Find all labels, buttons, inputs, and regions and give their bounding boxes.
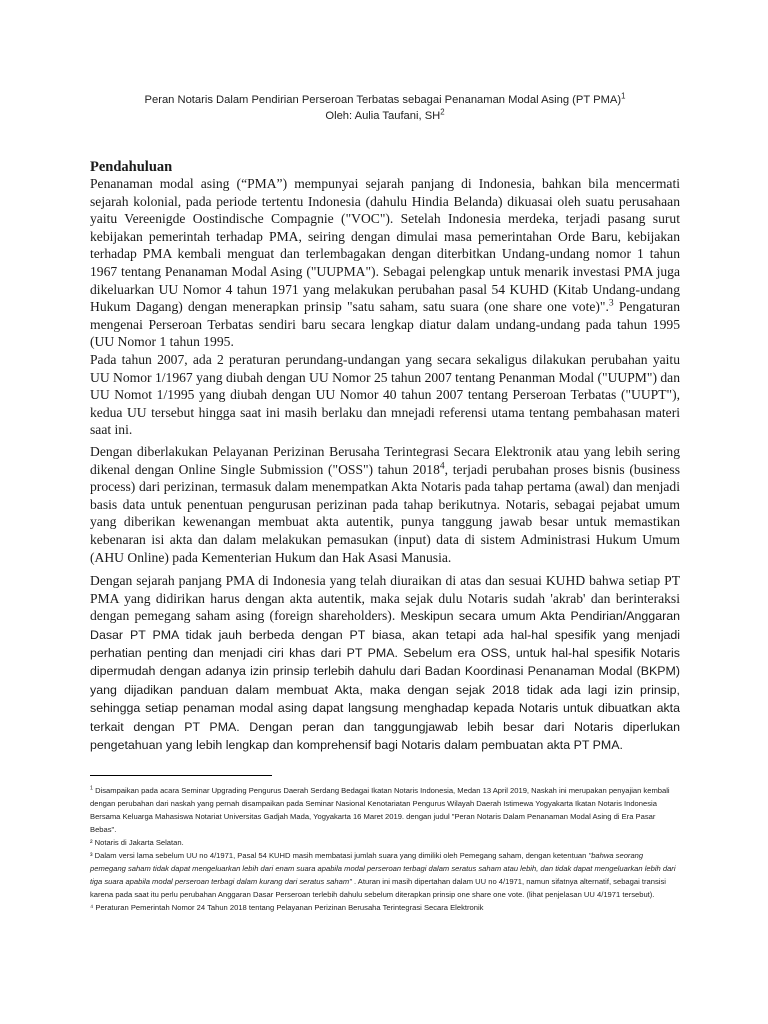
paragraph-2: Pada tahun 2007, ada 2 peraturan perundang-undangan yang secara sekaligus dilakukan perubahan yaitu UU Nomor 1/1967 yang diubah dengan UU Nomor 25 tahun 2007 tentang Penanman Modal ("UUPM") dan UU Nomot 1/1995 yang diubah dengan UU Nomor 40 tahun 2007 tentang Perseroan Terbatas ("UUPT"), kedua UU tersebut hingga saat ini masih berlaku dan mnejadi referensi utama tentang pembahasan materi saat ini. (90, 352, 680, 438)
footnote-ref-3[interactable]: 3 (608, 298, 614, 309)
footnote-ref-2[interactable]: 2 (440, 107, 445, 117)
paragraph-4-text-b: Meskipun secara umum Akta Pendirian/Anggaran Dasar PT PMA tidak jauh berbeda dengan PT biasa, akan tetapi ada hal-hal spesifik yang menjadi perhatian penting dan menjadi ciri khas dari PT PMA. Sebelum era OSS, untuk hal-hal spesifik Notaris dipermudah dengan adanya izin prinsip terlebih dahulu dari Badan Koordinasi Penanaman Modal (BKPM) yang dijadikan panduan dalam membuat Akta, maka dengan sejak 2018 tidak ada lagi izin prinsip, sehingga setiap penaman modal asing dapat langsung menghadap kepada Notaris untuk dibuatkan akta terkait dengan PT PMA. Dengan peran dan tanggungjawab lebih besar dari Notaris diperlukan pengetahuan yang lebih lengkap dan komprehensif bagi Notaris dalam pembuatan akta PT PMA. (90, 609, 680, 753)
section-heading: Pendahuluan (90, 159, 173, 175)
author-line (90, 108, 680, 124)
footnote-3-text-a: ³ Dalam versi lama sebelum UU no 4/1971, Pasal 54 KUHD masih membatasi jumlah suara yang dimiliki oleh Pemegang saham, dengan ketentuan (90, 851, 589, 860)
footnote-3-text-b: . Aturan ini masih dipertahan dalam UU no 4/1971, namun sifatnya alternatif, sebagai transisi karena pada saat itu perlu perubahan Anggaran Dasar Perseroan terlebih dahulu sebelum diterapkan prinsip one share one vote. (lihat penjelasan UU 4/1971 tersebut). (90, 877, 666, 899)
footnote-3-quote: "bahwa seorang pemegang saham tidak dapat mengeluarkan lebih dari enam suara apabila modal perseroan terbagi dalam seratus saham atau lebih, dan tidak dapat mengeluarkan lebih dari tiga suara apabila modal perseroan terbagi dalam kurang dari seratus saham" (90, 851, 676, 886)
paragraph-1 (90, 175, 680, 351)
title-text: Peran Notaris Dalam Pendirian Perseroan Terbatas sebagai Penanaman Modal Asing (PT PMA) (144, 94, 622, 106)
paragraph-3-text-a: Dengan diberlakukan Pelayanan Perizinan Berusaha Terintegrasi Secara Elektronik atau yang lebih sering dikenal dengan Online Single Submission ("OSS") tahun 2018 (90, 444, 680, 477)
author-text: Oleh: Aulia Taufani, SH (325, 110, 441, 122)
document-title (90, 92, 680, 124)
footnote-ref-1[interactable]: 1 (621, 91, 626, 101)
footnote-1-number: 1 (90, 785, 93, 792)
paragraph-4 (90, 572, 680, 754)
paragraph-1-text-b: Pengaturan mengenai Perseroan Terbatas sendiri baru secara lengkap diatur dalam undang-undang pada tahun 1995 (UU Nomor 1 tahun 1995. (90, 299, 680, 350)
footnote-ref-4[interactable]: 4 (439, 461, 445, 472)
footnote-2: ² Notaris di Jakarta Selatan. (90, 838, 184, 847)
paragraph-3 (90, 443, 680, 566)
footnote-divider (90, 775, 272, 776)
footnote-1 (90, 784, 680, 836)
paragraph-4-text-a: Dengan sejarah panjang PMA di Indonesia yang telah diuraikan di atas dan sesuai KUHD bahwa setiap PT PMA yang didirikan harus dengan akta autentik, maka sejak dulu Notaris sudah 'akrab' dan berinteraksi dengan pemegang saham asing (foreign shareholders). (90, 573, 680, 624)
footnote-1-text: Disampaikan pada acara Seminar Upgrading Pengurus Daerah Serdang Bedagai Ikatan Notaris Indonesia, Medan 13 April 2019, Naskah ini merupakan penyajian kembali dengan perubahan dari naskah yang pernah disampaikan pada Seminar Nasional Kenotariatan Pengurus Wilayah Daerah Istimewa Yogyakarta Ikatan Notaris Indonesia Bersama Keluarga Mahasiswa Notariat Universitas Gadjah Mada, Yogyakarta 16 Maret 2019. dengan judul "Peran Notaris Dalam Penanaman Modal Asing di Era Pasar Bebas". (90, 786, 670, 834)
footnote-3 (90, 849, 680, 901)
title-line (90, 92, 680, 108)
footnote-4: ⁴ Peraturan Pemerintah Nomor 24 Tahun 2018 tentang Pelayanan Perizinan Berusaha Terintegrasi Secara Elektronik (90, 903, 484, 912)
footnotes (90, 784, 680, 914)
paragraph-3-text-b: , terjadi perubahan proses bisnis (business process) dari perizinan, termasuk dalam menempatkan Akta Notaris pada tahap pertama (awal) dan menjadi basis data untuk penentuan pengurusan perizinan pada tahap berikutnya. Notaris, sebagai pejabat umum yang diberikan kewenangan membuat akta autentik, punya tanggung jawab besar untuk memastikan kebenaran isi akta dan dalam melakukan pemasukan (input) data di sistem Administrasi Hukum Umum (AHU Online) pada Kementerian Hukum dan Hak Asasi Manusia. (90, 461, 680, 565)
paragraph-1-text-a: Penanaman modal asing (“PMA”) mempunyai sejarah panjang di Indonesia, bahkan bila mencermati sejarah kolonial, pada periode tertentu Indonesia (dahulu Hindia Belanda) dikuasai oleh suatu perusahaan yaitu Vereenigde Oostindische Compagnie ("VOC"). Setelah Indonesia merdeka, terjadi pasang surut kebijakan pemerintah terhadap PMA, seiring dengan dimulai masa pemerintahan Orde Baru, kebijakan terhadap PMA kembali menguat dan terlembagakan dengan diterbitkan Undang-undang nomor 1 tahun 1967 tentang Penanaman Modal Asing ("UUPMA"). Sebagai pelengkap untuk menarik investasi PMA juga dikeluarkan UU Nomor 4 tahun 1971 yang melakukan perubahan pasal 54 KUHD (Kitab Undang-undang Hukum Dagang) dengan menerapkan prinsip "satu saham, satu suara (one share one vote)". (90, 176, 680, 315)
